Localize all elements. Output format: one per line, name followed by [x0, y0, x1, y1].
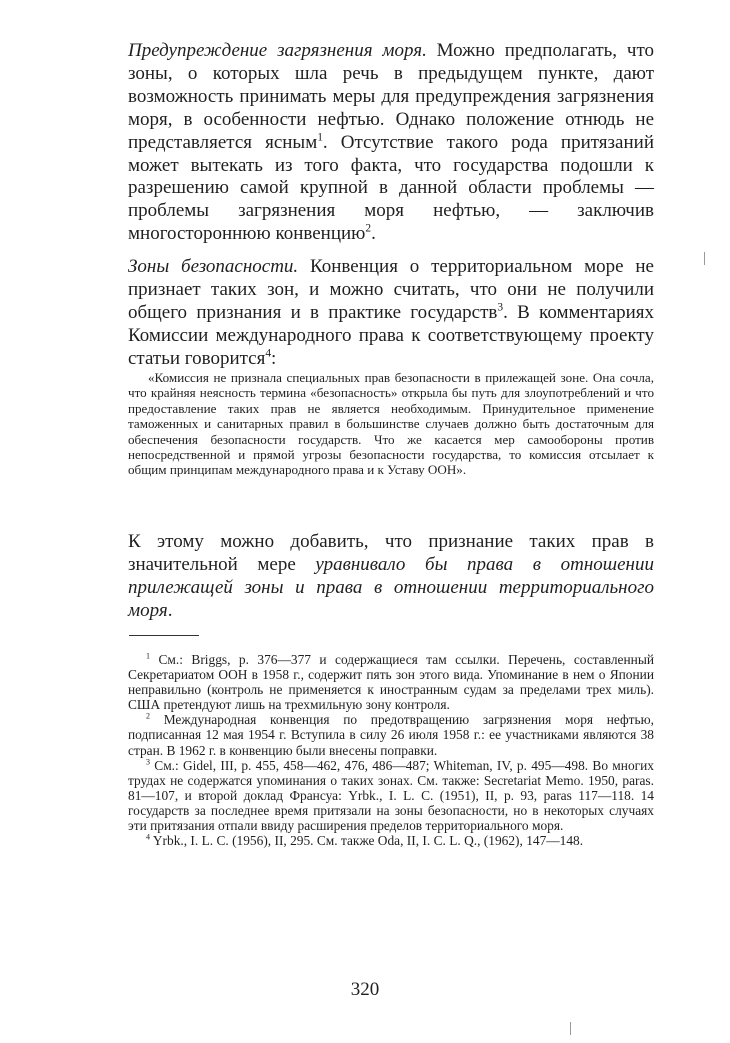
footnotes: [128, 652, 654, 848]
footnote: $^3$ См.: Gidel, III, p. 455, 458—462, 476, 486—487; Whiteman, IV, p. 495—498. Во многих трудах не содержатся упоминания о таких зонах. См. также: Secretariat Memo. 1950, paras. 81—107, и второй доклад Франсуа: Yrbk., I. L. C. (1951), II, p. 93, paras 117—118. 14 государств за последнее время притязали на зоны безопасности, но в некоторых случаях эти притязания отпали ввиду расширения пределов территориального моря.: [128, 757, 654, 834]
paragraph-sea-pollution: Предупреждение загрязнения моря. Можно предполагать, что зоны, о которых шла речь в предыдущем пункте, дают возможность принимать меры для предупреждения загрязнения моря, в особенности нефтью. Однако положение отнюдь не представляется ясным$^1$. Отсутствие такого рода притязаний может вытекать из того факта, что государства подошли к разрешению самой крупной в данной области проблемы — проблемы загрязнения моря нефтью, — заключив многостороннюю конвенцию$^2$.: [128, 40, 655, 245]
page-number: 320: [350, 979, 380, 1000]
footnote-ref: 1: [317, 131, 323, 144]
footnote-ref: 4: [265, 347, 272, 360]
footnote-ref: 3: [497, 301, 504, 314]
paragraph-security-zones: Зоны безопасности. Конвенция о территориальном море не признает таких зон, и можно считать, что они не получили общего признания и в практике государств$^3$. В комментариях Комиссии международного права к соответствующему проекту статьи говорится$^4$:: [128, 256, 654, 369]
paragraph-heading: Предупреждение загрязнения моря.: [128, 40, 427, 61]
footnote: $^1$ См.: Briggs, p. 376—377 и содержащиеся там ссылки. Перечень, составленный Секретариатом ООН в 1958 г., содержит пять зон этого вида. Упоминание в нем о Японии неправильно (контроль не применяется к иностранным судам за пределами трех миль). США претендуют лишь на трехмильную зону контроля.: [128, 651, 654, 713]
footnote-ref: 2: [365, 222, 372, 235]
footnote-separator: [129, 635, 199, 636]
paragraph-heading: Зоны безопасности.: [128, 256, 299, 277]
footnote: $^2$ Международная конвенция по предотвращению загрязнения моря нефтью, подписанная 12 мая 1954 г. Вступила в силу 26 июля 1958 г.: ее участниками являются 38 стран. В 1962 г. в конвенцию были внесены поправки.: [128, 711, 654, 758]
margin-mark: [704, 252, 705, 265]
footnote: $^4$ Yrbk., I. L. C. (1956), II, 295. См. также Oda, II, I. C. L. Q., (1962), 147—148.: [146, 832, 584, 849]
margin-mark: [570, 1022, 571, 1035]
paragraph-conclusion: К этому можно добавить, что признание таких прав в значительной мере уравнивало бы права в отношении прилежащей зоны и права в отношении территориального моря.: [128, 531, 654, 621]
commission-quote: «Комиссия не признала специальных прав безопасности в прилежащей зоне. Она сочла, что крайняя неясность термина «безопасность» открыла бы путь для злоупотреблений и что предоставление таких прав не является необходимым. Принудительное применение таможенных и санитарных правил в большинстве случаев должно быть достаточным для обеспечения безопасности государств. Что же касается мер самообороны против непосредственной и прямой угрозы безопасности государства, то комиссия отсылает к общим принципам международного права и к Уставу ООН».: [128, 370, 654, 478]
